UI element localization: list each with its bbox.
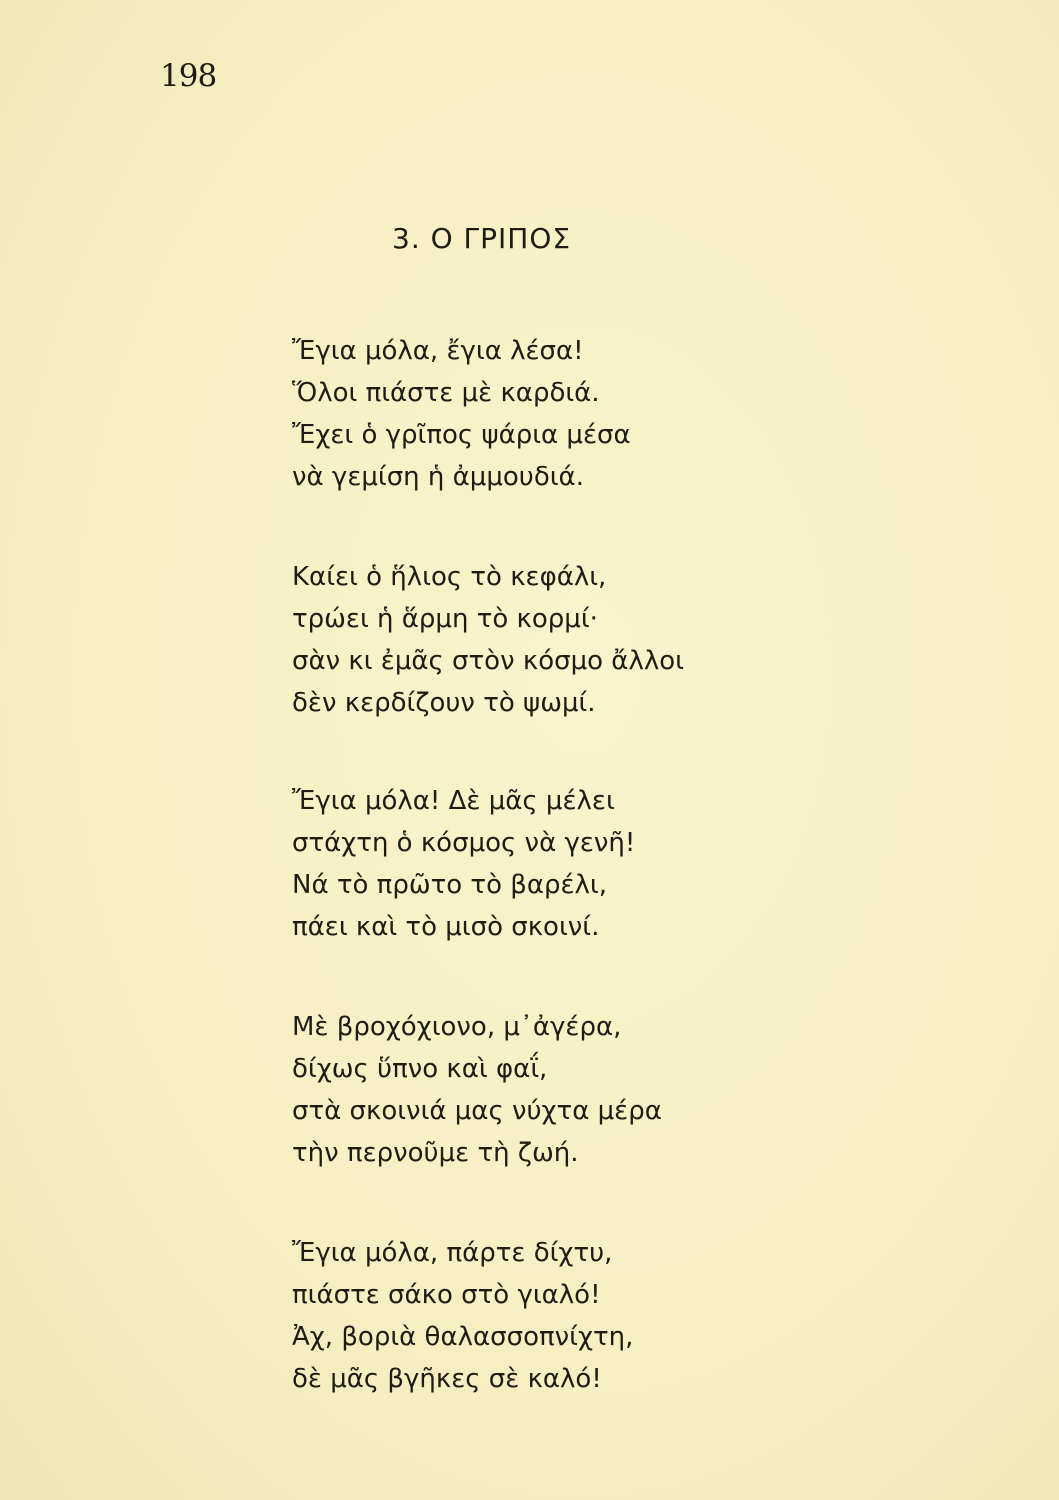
verse-line: τὴν περνοῦμε τὴ ζωή. [292,1138,579,1168]
verse-line: Ἔγια μόλα, ἔγια λέσα! [292,336,584,366]
stanza-3 [292,780,812,948]
verse-line: δὲ μᾶς βγῆκες σὲ καλό! [292,1364,602,1394]
verse-line: σὰν κι ἐμᾶς στὸν κόσμο ἄλλοι [292,646,684,676]
stanza-5 [292,1232,812,1400]
verse-line: Ἀχ, βοριὰ θαλασσοπνίχτη, [292,1322,634,1352]
verse-line: στὰ σκοινιά μας νύχτα μέρα [292,1096,662,1126]
verse-line: πάει καὶ τὸ μισὸ σκοινί. [292,912,600,942]
verse-line: δίχως ὕπνο καὶ φαΐ, [292,1054,548,1084]
verse-line: Μὲ βροχόχιονο, μ᾿ἀγέρα, [292,1012,622,1042]
stanza-1 [292,330,812,498]
verse-line: νὰ γεμίση ἡ ἀμμουδιά. [292,462,584,492]
verse-line: Ἔγια μόλα! Δὲ μᾶς μέλει [292,786,615,816]
verse-line: Καίει ὁ ἥλιος τὸ κεφάλι, [292,562,607,592]
verse-line: δὲν κερδίζουν τὸ ψωμί. [292,688,596,718]
stanza-2 [292,556,812,724]
verse-line: Ἔγια μόλα, πάρτε δίχτυ, [292,1238,613,1268]
verse-line: Νά τὸ πρῶτο τὸ βαρέλι, [292,870,607,900]
verse-line: πιάστε σάκο στὸ γιαλό! [292,1280,601,1310]
verse-line: Ὅλοι πιάστε μὲ καρδιά. [292,378,600,408]
page-number: 198 [160,58,217,94]
verse-line: τρώει ἡ ἅρμη τὸ κορμί· [292,604,598,634]
stanza-4 [292,1006,812,1174]
verse-line: Ἔχει ὁ γρῖπος ψάρια μέσα [292,420,631,450]
verse-line: στάχτη ὁ κόσμος νὰ γενῆ! [292,828,636,858]
poem-title: 3. Ο ΓΡΙΠΟΣ [392,222,572,255]
